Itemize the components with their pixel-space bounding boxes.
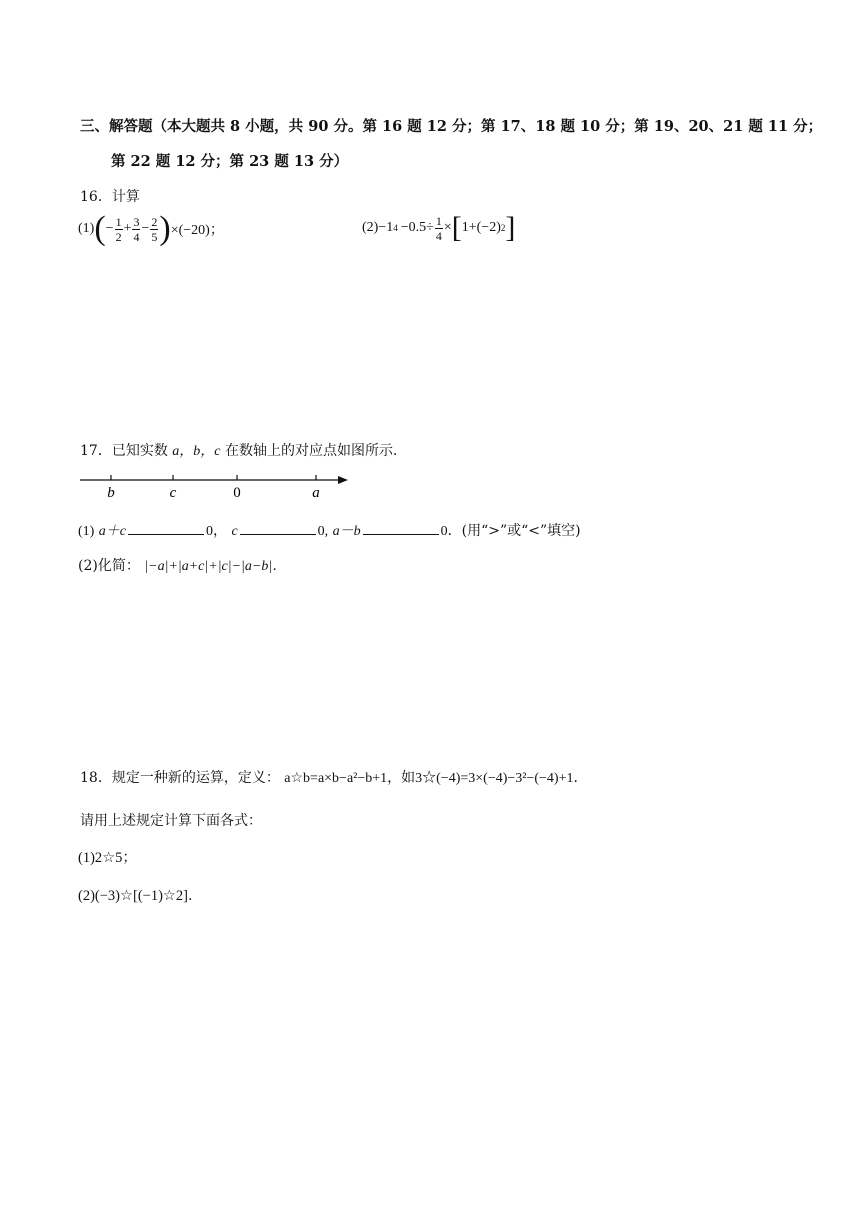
question-16-part1	[78, 212, 224, 246]
question-16-title: 16．计算	[80, 189, 140, 205]
answer-blank-2[interactable]	[240, 520, 316, 535]
operator-plus: +	[123, 221, 132, 236]
answer-blank-1[interactable]	[128, 520, 204, 535]
exponent: 2	[500, 223, 506, 233]
fill-hint: (用“>”或“<”填空)	[461, 523, 581, 539]
section-header-line1: 三、解答题（本大题共 8 小题，共 90 分。第 16 题 12 分；第 17、18 题 10 分；第 19、20、21 题 11 分；	[80, 118, 823, 135]
question-16-part2	[362, 213, 515, 243]
numerator: 2	[151, 214, 158, 229]
denominator: 2	[115, 229, 122, 244]
close-paren-glyph: )	[159, 210, 171, 247]
question-18-part1: (1)2☆5；	[78, 850, 137, 866]
section-header-line2: 第 22 题 12 分；第 23 题 13 分）	[111, 153, 349, 170]
question-18-instruction: 请用上述规定计算下面各式：	[80, 813, 262, 829]
question-17-part1	[78, 520, 581, 540]
part-label: (2)化简：	[78, 558, 140, 574]
denominator: 4	[435, 228, 442, 243]
exponent: 4	[393, 223, 398, 233]
expression-a-plus-c: a＋c	[98, 524, 126, 539]
zero-text: 0,	[317, 524, 329, 539]
numerator: 3	[133, 214, 140, 229]
term-mid: −0.5÷	[400, 220, 434, 235]
part-label: (1)	[78, 221, 95, 236]
operator-minus: −	[141, 221, 150, 236]
zero-text: 0，	[206, 524, 227, 539]
expression-a-minus-b: a－b	[332, 524, 361, 539]
term-lead: −1	[378, 220, 394, 235]
question-17-part2	[78, 555, 286, 575]
axis-arrow-icon	[338, 476, 348, 484]
numerator: 1	[115, 214, 122, 229]
axis-label-b: b	[107, 485, 115, 501]
zero-text: 0．	[440, 524, 462, 539]
operation-definition: a☆b=a×b−a²−b+1，如3☆(−4)=3×(−4)−3²−(−4)+1．	[284, 771, 588, 786]
simplify-expression: |−a|+|a+c|+|c|−|a−b|．	[144, 559, 287, 574]
number-line	[78, 470, 353, 504]
question-18-title	[80, 767, 587, 787]
operator-minus: −	[105, 221, 114, 236]
fraction-1-2	[115, 216, 123, 243]
numerator: 1	[435, 213, 442, 228]
title-tail: 在数轴上的对应点如图所示．	[224, 443, 407, 459]
answer-blank-3[interactable]	[363, 520, 439, 535]
bracket-inner: 1+(−2)	[461, 220, 501, 235]
denominator: 4	[133, 229, 140, 244]
title-text: 18．规定一种新的运算，定义：	[80, 770, 280, 786]
axis-label-c: c	[169, 485, 177, 501]
variables: a，b，c	[172, 444, 221, 459]
fraction-1-4	[435, 215, 443, 242]
expression-c: c	[231, 524, 238, 539]
axis-label-0: 0	[233, 485, 241, 501]
question-17-title	[80, 440, 407, 460]
open-paren-glyph: (	[94, 210, 106, 247]
title-text: 17．已知实数	[80, 443, 168, 459]
axis-label-a: a	[312, 485, 320, 501]
multiplier-text: ×(−20)；	[170, 223, 224, 238]
part-label: (2)	[362, 220, 379, 235]
open-bracket-glyph: [	[451, 211, 462, 244]
operator-times: ×	[443, 220, 452, 235]
close-bracket-glyph: ]	[505, 211, 516, 244]
fraction-3-4	[132, 216, 140, 243]
fraction-2-5	[150, 216, 158, 243]
question-18-part2: (2)(−3)☆[(−1)☆2]．	[78, 888, 203, 904]
part-label: (1)	[78, 524, 95, 539]
denominator: 5	[151, 229, 158, 244]
